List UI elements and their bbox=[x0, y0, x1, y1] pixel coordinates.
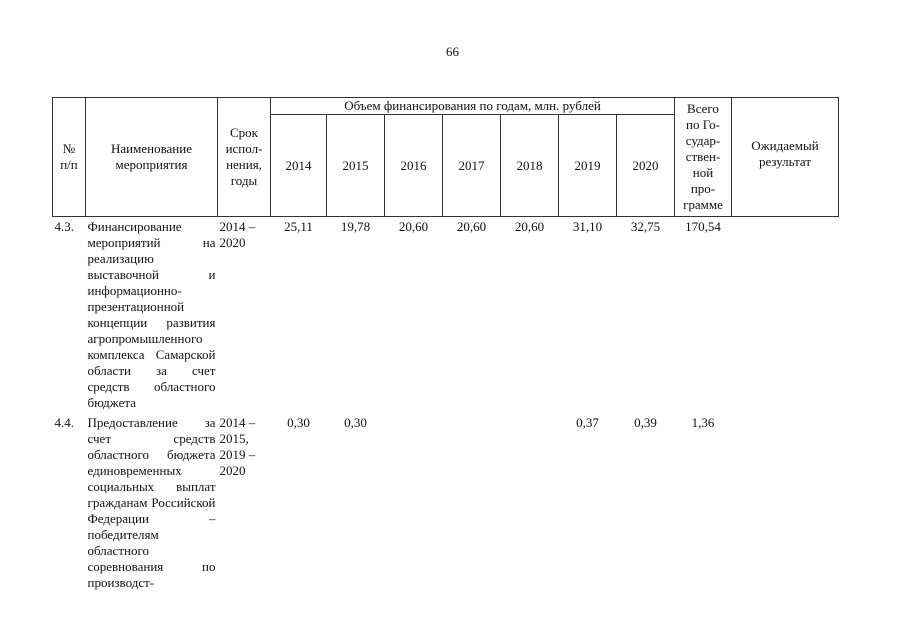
row-name: Финансирование мероприятий на реализацию выставочной и информационно-презентационной концепции развития агропромышленного комплекса Самарской области за счет средств областного бюджета bbox=[87, 219, 216, 410]
row-value bbox=[385, 411, 443, 591]
row-value bbox=[501, 411, 559, 591]
header-year: 2016 bbox=[385, 115, 443, 217]
row-number: 4.4. bbox=[54, 415, 74, 430]
header-year: 2014 bbox=[271, 115, 327, 217]
header-num bbox=[53, 98, 86, 217]
row-value: 25,11 bbox=[284, 219, 313, 234]
header-name bbox=[86, 98, 218, 217]
table-row bbox=[53, 411, 839, 591]
row-value: 20,60 bbox=[456, 219, 487, 234]
header-num-text: № п/п bbox=[60, 141, 78, 172]
row-total: 1,36 bbox=[691, 415, 715, 430]
header-total bbox=[675, 98, 732, 217]
row-value: 0,37 bbox=[576, 415, 599, 430]
row-term-text: 2014 – 2020 bbox=[219, 219, 256, 250]
financing-table bbox=[52, 97, 839, 591]
row-value: 20,60 bbox=[398, 219, 429, 234]
row-value bbox=[443, 411, 501, 591]
row-term bbox=[218, 411, 271, 591]
row-value: 31,10 bbox=[572, 219, 603, 234]
row-number: 4.3. bbox=[54, 219, 74, 234]
header-result bbox=[732, 98, 839, 217]
row-value: 0,30 bbox=[287, 415, 310, 430]
row-term bbox=[218, 217, 271, 412]
row-name: Предоставление за счет средств областного бюджета единовременных социальных выплат гражданам Российской Федерации – победителям областного соревнования по производст- bbox=[87, 415, 216, 590]
row-value: 0,39 bbox=[634, 415, 657, 430]
header-year: 2019 bbox=[559, 115, 617, 217]
header-year: 2020 bbox=[617, 115, 675, 217]
row-value: 20,60 bbox=[514, 219, 545, 234]
page-number: 66 bbox=[446, 44, 459, 59]
header-year: 2015 bbox=[327, 115, 385, 217]
header-term-text: Срок испол- нения, годы bbox=[225, 125, 263, 188]
row-value: 19,78 bbox=[340, 219, 371, 234]
header-year: 2018 bbox=[501, 115, 559, 217]
row-total: 170,54 bbox=[685, 219, 721, 234]
header-result-text: Ожидаемый результат bbox=[751, 138, 819, 169]
header-row-top bbox=[53, 98, 839, 115]
row-term-text: 2014 – 2015, 2019 – 2020 bbox=[219, 415, 256, 478]
table-row bbox=[53, 217, 839, 412]
row-result bbox=[732, 411, 839, 591]
header-total-text: Всего по Го- судар- ствен- ной про- грамме bbox=[683, 101, 723, 212]
header-name-text: Наименование мероприятия bbox=[111, 141, 192, 172]
row-value: 0,30 bbox=[344, 415, 367, 430]
header-financing-group: Объем финансирования по годам, млн. рублей bbox=[271, 98, 675, 115]
row-result bbox=[732, 217, 839, 412]
header-term bbox=[218, 98, 271, 217]
header-year: 2017 bbox=[443, 115, 501, 217]
row-value: 32,75 bbox=[630, 219, 661, 234]
